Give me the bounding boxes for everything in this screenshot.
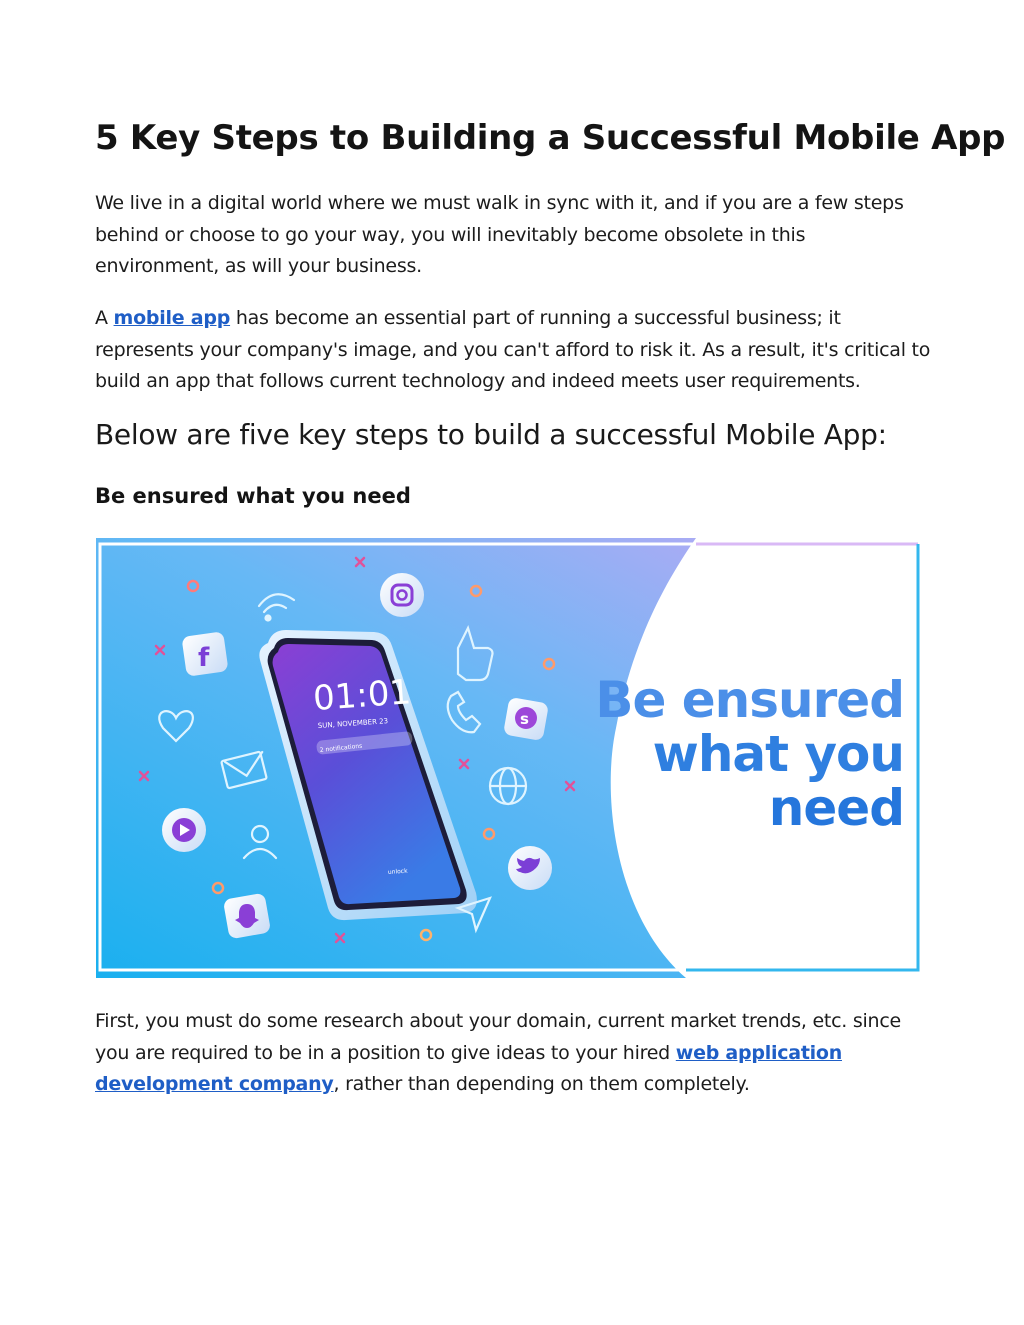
skype-icon [503,697,549,741]
svg-text:s: s [520,710,529,728]
svg-text:f: f [198,643,210,673]
paragraph-suffix: , rather than depending on them completely. [333,1073,750,1095]
mobile-app-link[interactable]: mobile app [113,307,231,329]
steps-subheading: Below are five key steps to build a successful Mobile App: [95,418,887,451]
banner-line-1: Be ensured [595,671,904,729]
mobile-app-paragraph [95,303,935,398]
facebook-icon [181,631,228,676]
paragraph-suffix: has become an essential part of running a successful business; it represents your company's image, and you can't afford to risk it. As a result, it's critical to build an app that follows current technology and indeed meets user requirements. [95,307,931,392]
twitter-icon [508,846,552,890]
phone-time: 01:01 [311,672,413,719]
youtube-icon [162,808,206,852]
banner-headline [595,673,904,835]
banner-image [96,538,922,978]
step-1-heading: Be ensured what you need [95,484,411,508]
phone-notification: 2 notifications [319,742,363,754]
instagram-icon [380,573,424,617]
paragraph-prefix: First, you must do some research about your domain, current market trends, etc. since you are required to be in a position to give ideas to your hired [95,1010,901,1064]
banner-line-3: need [768,779,904,837]
intro-paragraph: We live in a digital world where we must walk in sync with it, and if you are a few steps behind or choose to go your way, you will inevitably become obsolete in this environment, as will your business. [95,192,904,277]
snapchat-icon [223,893,271,940]
web-application-development-company-link[interactable]: web application development company [95,1041,842,1095]
article-title: 5 Key Steps to Building a Successful Mobile App [95,118,1006,158]
phone-unlock: unlock [387,867,408,876]
paragraph-prefix: A [95,307,114,329]
banner-line-2: what you [652,725,904,783]
phone-date: SUN, NOVEMBER 23 [317,717,389,730]
research-paragraph [95,1006,935,1101]
